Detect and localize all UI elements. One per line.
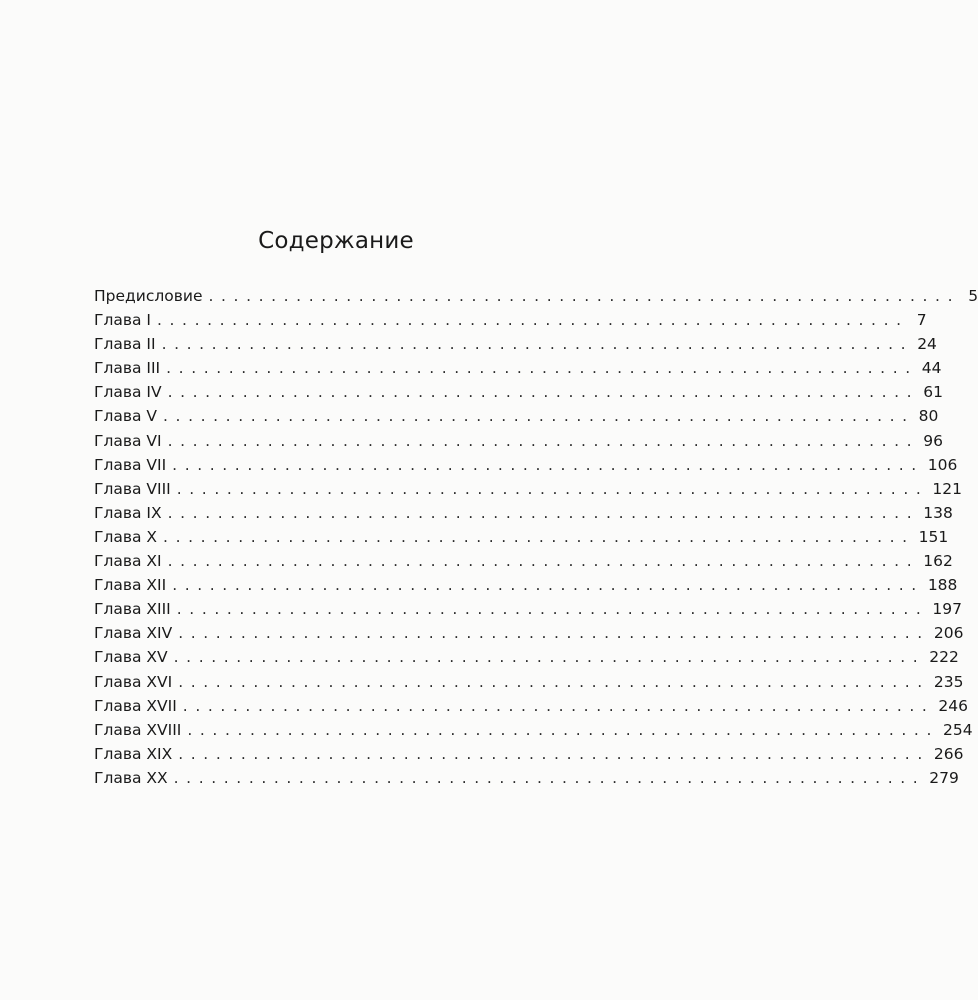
toc-entry-label: Глава VI <box>94 431 162 450</box>
toc-entry-page-number: 206 <box>933 624 964 643</box>
dot-leader: ............................................................ <box>166 359 918 378</box>
toc-entry <box>94 766 959 790</box>
dot-leader: ............................................................ <box>167 503 920 522</box>
toc-entry <box>94 332 937 356</box>
toc-entry-label: Глава XV <box>94 648 168 667</box>
toc-entry <box>94 404 939 428</box>
dot-leader: ............................................................ <box>161 335 914 354</box>
dot-leader: ............................................................ <box>178 672 930 691</box>
dot-leader: ............................................................ <box>157 311 909 330</box>
dot-leader: ............................................................ <box>167 383 920 402</box>
toc-entry-page-number: 162 <box>923 552 953 571</box>
page-title: Содержание <box>258 228 414 254</box>
toc-entry-page-number: 151 <box>918 527 949 546</box>
toc-entry <box>94 694 969 718</box>
toc-entry-label: Глава VIII <box>94 479 171 498</box>
toc-entry-label: Глава XVIII <box>94 720 182 739</box>
toc-entry <box>94 718 973 742</box>
toc-entry-label: Глава III <box>94 359 161 378</box>
toc-entry-page-number: 96 <box>923 431 943 450</box>
table-of-contents <box>94 284 978 790</box>
toc-entry <box>94 453 958 477</box>
toc-entry-page-number: 61 <box>923 383 943 402</box>
dot-leader: ............................................................ <box>182 696 935 715</box>
toc-entry <box>94 621 964 645</box>
dot-leader: ............................................................ <box>173 648 926 667</box>
toc-entry-label: Глава XIX <box>94 744 173 763</box>
toc-entry-label: Глава V <box>94 407 158 426</box>
dot-leader: ............................................................ <box>163 407 915 426</box>
toc-entry <box>94 645 959 669</box>
dot-leader: ............................................................ <box>163 527 915 546</box>
toc-entry-page-number: 222 <box>929 648 959 667</box>
dot-leader: ............................................................ <box>172 576 924 595</box>
toc-entry-label: Глава I <box>94 311 151 330</box>
toc-entry-label: Глава XVII <box>94 696 177 715</box>
toc-entry-page-number: 279 <box>929 768 959 787</box>
toc-entry <box>94 670 964 694</box>
toc-entry-page-number: 24 <box>917 335 937 354</box>
toc-entry-page-number: 80 <box>918 407 939 426</box>
toc-entry-label: Глава VII <box>94 455 167 474</box>
toc-entry-page-number: 235 <box>933 672 964 691</box>
toc-entry-page-number: 266 <box>933 744 964 763</box>
toc-entry <box>94 525 949 549</box>
toc-entry-page-number: 5 <box>968 287 978 305</box>
toc-entry-label: Глава IX <box>94 503 162 522</box>
toc-entry-label: Глава X <box>94 527 158 546</box>
toc-entry-page-number: 121 <box>932 479 962 498</box>
dot-leader: ............................................................ <box>178 744 930 763</box>
dot-leader: ............................................................ <box>176 600 929 619</box>
toc-entry <box>94 308 927 332</box>
dot-leader: ............................................................ <box>178 624 930 643</box>
toc-entry <box>94 380 943 404</box>
toc-entry-label: Глава IV <box>94 383 162 402</box>
toc-entry-page-number: 188 <box>927 576 958 595</box>
toc-entry <box>94 356 942 380</box>
toc-entry-label: Глава XX <box>94 768 168 787</box>
toc-entry <box>94 549 953 573</box>
toc-entry-label: Глава XIII <box>94 600 171 619</box>
toc-entry-label: Глава II <box>94 335 156 354</box>
toc-entry-page-number: 44 <box>921 359 942 378</box>
dot-leader: ............................................................ <box>176 479 929 498</box>
toc-entry <box>94 742 964 766</box>
toc-entry-page-number: 197 <box>932 600 962 619</box>
toc-entry <box>94 573 958 597</box>
toc-entry <box>94 429 943 453</box>
toc-entry-label: Предисловие <box>94 287 203 305</box>
toc-entry <box>94 501 953 525</box>
toc-entry-label: Глава XIV <box>94 624 173 643</box>
toc-entry-page-number: 106 <box>927 455 958 474</box>
toc-entry-page-number: 138 <box>923 503 953 522</box>
toc-entry-page-number: 254 <box>942 720 973 739</box>
dot-leader: ............................................................ <box>208 287 961 305</box>
dot-leader: ............................................................ <box>172 455 924 474</box>
toc-entry-label: Глава XVI <box>94 672 173 691</box>
dot-leader: ............................................................ <box>173 768 926 787</box>
toc-entry-label: Глава XI <box>94 552 162 571</box>
dot-leader: ............................................................ <box>167 552 920 571</box>
toc-entry <box>94 597 962 621</box>
dot-leader: ............................................................ <box>187 720 939 739</box>
toc-entry <box>94 477 962 501</box>
toc-entry-page-number: 7 <box>916 311 927 330</box>
toc-entry <box>94 284 978 308</box>
toc-entry-label: Глава XII <box>94 576 167 595</box>
toc-entry-page-number: 246 <box>938 696 969 715</box>
dot-leader: ............................................................ <box>167 431 920 450</box>
